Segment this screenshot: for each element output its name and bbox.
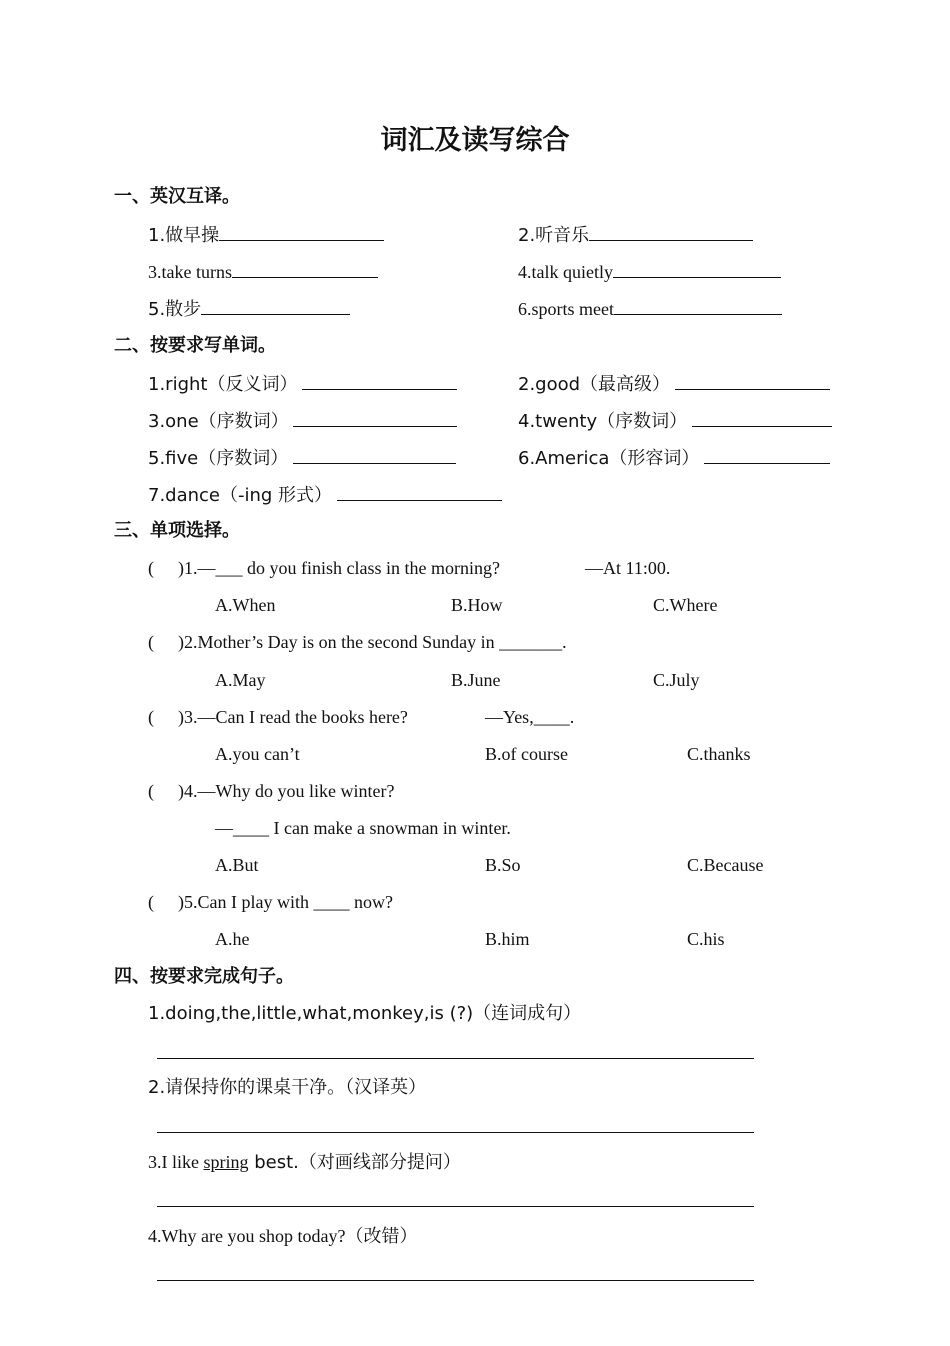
- answer-paren[interactable]: (: [148, 781, 154, 801]
- sentence-1: 1.doing,the,little,what,monkey,is (?)（连词成句）: [148, 1003, 582, 1024]
- s1-item-3: 3.take turns: [148, 260, 378, 283]
- s2-item-4: 4.twenty（序数词）: [518, 409, 832, 433]
- q5-option-c[interactable]: C.his: [687, 929, 725, 949]
- sentence-3: 3.I like spring best.（对画线部分提问）: [148, 1152, 461, 1173]
- question-2: ( )2.Mother’s Day is on the second Sunday in _______.: [148, 632, 567, 652]
- q4-option-a[interactable]: A.But: [215, 855, 259, 875]
- question-5: ( )5.Can I play with ____ now?: [148, 892, 393, 912]
- answer-paren[interactable]: (: [148, 707, 154, 727]
- answer-blank[interactable]: [589, 223, 753, 241]
- answer-line-1[interactable]: [157, 1058, 754, 1059]
- section-3-heading: 三、单项选择。: [114, 520, 240, 541]
- answer-blank[interactable]: [302, 372, 457, 390]
- q1-option-c[interactable]: C.Where: [653, 595, 718, 615]
- question-3: ( )3.—Can I read the books here?: [148, 707, 408, 727]
- q1-answer-hint: —At 11:00.: [585, 558, 671, 578]
- q5-option-b[interactable]: B.him: [485, 929, 530, 949]
- answer-blank[interactable]: [232, 260, 378, 278]
- answer-paren[interactable]: (: [148, 558, 154, 578]
- q3-option-c[interactable]: C.thanks: [687, 744, 751, 764]
- section-2-heading: 二、按要求写单词。: [114, 335, 276, 356]
- sentence-4: 4.Why are you shop today?（改错）: [148, 1226, 418, 1246]
- s1-item-6: 6.sports meet: [518, 297, 782, 320]
- q2-option-c[interactable]: C.July: [653, 670, 700, 690]
- q5-option-a[interactable]: A.he: [215, 929, 250, 949]
- answer-blank[interactable]: [337, 483, 502, 501]
- answer-paren[interactable]: (: [148, 892, 154, 912]
- answer-line-3[interactable]: [157, 1206, 754, 1207]
- q3-option-a[interactable]: A.you can’t: [215, 744, 300, 764]
- answer-blank[interactable]: [614, 297, 782, 315]
- s2-item-5: 5.five（序数词）: [148, 446, 456, 470]
- question-4: ( )4.—Why do you like winter?: [148, 781, 395, 801]
- underlined-word: spring: [203, 1152, 249, 1172]
- q3-option-b[interactable]: B.of course: [485, 744, 568, 764]
- answer-blank[interactable]: [613, 260, 781, 278]
- question-1: ( )1.—___ do you finish class in the morning?: [148, 558, 500, 578]
- answer-blank[interactable]: [675, 372, 830, 390]
- answer-paren[interactable]: (: [148, 632, 154, 652]
- q2-option-b[interactable]: B.June: [451, 670, 501, 690]
- s1-item-2: 2.听音乐: [518, 223, 753, 247]
- q4-option-b[interactable]: B.So: [485, 855, 521, 875]
- answer-blank[interactable]: [293, 409, 457, 427]
- s2-item-2: 2.good（最高级）: [518, 372, 830, 396]
- s1-item-1: 1.做早操: [148, 223, 384, 247]
- q1-option-a[interactable]: A.When: [215, 595, 276, 615]
- q3-answer-hint: —Yes,____.: [485, 707, 575, 727]
- answer-line-4[interactable]: [157, 1280, 754, 1281]
- s2-item-1: 1.right（反义词）: [148, 372, 457, 396]
- s2-item-6: 6.America（形容词）: [518, 446, 830, 470]
- q1-option-b[interactable]: B.How: [451, 595, 503, 615]
- answer-blank[interactable]: [201, 297, 350, 315]
- answer-line-2[interactable]: [157, 1132, 754, 1133]
- section-1-heading: 一、英汉互译。: [114, 186, 240, 207]
- s1-item-5: 5.散步: [148, 297, 350, 321]
- s2-item-3: 3.one（序数词）: [148, 409, 457, 433]
- answer-blank[interactable]: [692, 409, 832, 427]
- q4-option-c[interactable]: C.Because: [687, 855, 764, 875]
- s1-item-4: 4.talk quietly: [518, 260, 781, 283]
- sentence-2: 2.请保持你的课桌干净。（汉译英）: [148, 1077, 427, 1098]
- answer-blank[interactable]: [704, 446, 830, 464]
- s2-item-7: 7.dance（-ing 形式）: [148, 483, 502, 507]
- q4-line-2: —____ I can make a snowman in winter.: [215, 818, 511, 838]
- page-title: 词汇及读写综合: [380, 125, 570, 156]
- answer-blank[interactable]: [293, 446, 456, 464]
- section-4-heading: 四、按要求完成句子。: [114, 966, 294, 987]
- q2-option-a[interactable]: A.May: [215, 670, 266, 690]
- answer-blank[interactable]: [219, 223, 384, 241]
